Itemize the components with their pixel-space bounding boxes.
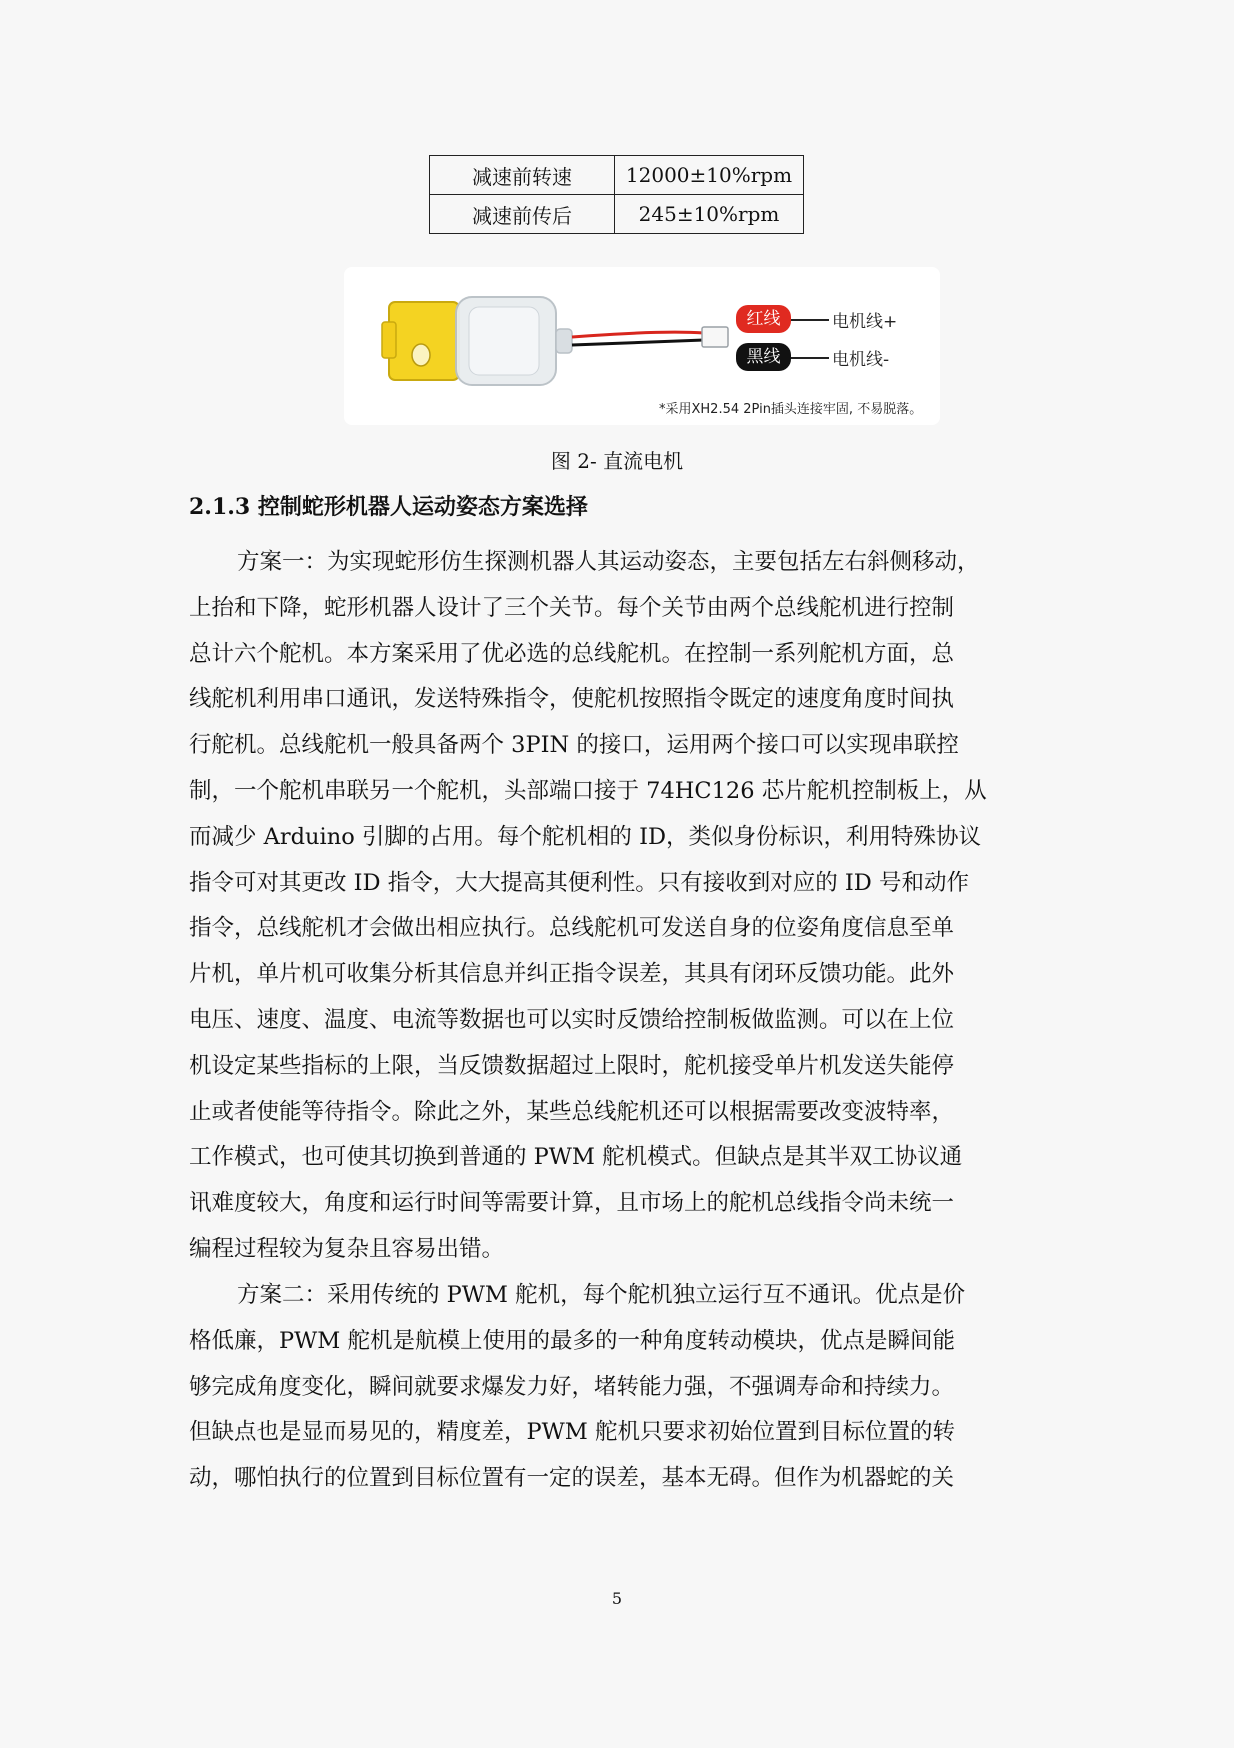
paragraph-line: 讯难度较大，角度和运行时间等需要计算，且市场上的舵机总线指令尚未统一 bbox=[189, 1190, 955, 1217]
table-cell-value: 245±10%rpm bbox=[615, 195, 804, 234]
paragraph-line: 动，哪怕执行的位置到目标位置有一定的误差，基本无碍。但作为机器蛇的关 bbox=[189, 1465, 955, 1492]
paragraph-line: 电压、速度、温度、电流等数据也可以实时反馈给控制板做监测。可以在上位 bbox=[189, 1006, 955, 1033]
paragraph-scheme-one bbox=[189, 540, 1069, 1273]
paragraph-line: 线舵机利用串口通讯，发送特殊指令，使舵机按照指令既定的速度角度时间执 bbox=[189, 686, 955, 713]
table-row bbox=[430, 156, 804, 195]
figure-note: *采用XH2.54 2Pin插头连接牢固, 不易脱落。 bbox=[659, 402, 923, 417]
paragraph-line: 工作模式，也可使其切换到普通的 PWM 舵机模式。但缺点是其半双工协议通 bbox=[189, 1144, 963, 1171]
paragraph-line: 方案二：采用传统的 PWM 舵机，每个舵机独立运行互不通讯。优点是价 bbox=[237, 1282, 966, 1308]
motor-mount-tab bbox=[382, 322, 396, 358]
paragraph-line: 编程过程较为复杂且容易出错。 bbox=[189, 1235, 505, 1262]
xh-connector bbox=[702, 327, 728, 347]
paragraph-line: 指令，总线舵机才会做出相应执行。总线舵机可发送自身的位姿角度信息至单 bbox=[189, 915, 955, 942]
motor-spec-table bbox=[429, 155, 804, 234]
paragraph-scheme-two bbox=[189, 1273, 1069, 1502]
figure-caption: 图 2- 直流电机 bbox=[550, 449, 684, 473]
motor-shaft-hole bbox=[412, 344, 430, 366]
table-cell-value: 12000±10%rpm bbox=[615, 156, 804, 195]
paragraph-line: 方案一：为实现蛇形仿生探测机器人其运动姿态，主要包括左右斜侧移动， bbox=[237, 549, 980, 575]
paragraph-line: 格低廉，PWM 舵机是航模上使用的最多的一种角度转动模块，优点是瞬间能 bbox=[189, 1327, 955, 1354]
table-cell-label: 减速前转速 bbox=[430, 156, 615, 195]
red-wire bbox=[572, 332, 704, 337]
paragraph-line: 止或者使能等待指令。除此之外，某些总线舵机还可以根据需要改变波特率， bbox=[189, 1098, 955, 1125]
dc-motor-figure bbox=[344, 267, 940, 425]
paragraph-line: 机设定某些指标的上限，当反馈数据超过上限时，舵机接受单片机发送失能停 bbox=[189, 1052, 955, 1079]
paragraph-line: 片机，单片机可收集分析其信息并纠正指令误差，其具有闭环反馈功能。此外 bbox=[189, 961, 955, 988]
paragraph-line: 总计六个舵机。本方案采用了优必选的总线舵机。在控制一系列舵机方面，总 bbox=[189, 640, 955, 667]
red-wire-label: 电机线+ bbox=[832, 312, 898, 332]
page-number: 5 bbox=[611, 1589, 623, 1608]
paragraph-line: 而减少 Arduino 引脚的占用。每个舵机相的 ID，类似身份标识，利用特殊协议 bbox=[189, 823, 982, 850]
section-heading: 2.1.3 控制蛇形机器人运动姿态方案选择 bbox=[189, 494, 588, 520]
paragraph-line: 指令可对其更改 ID 指令，大大提高其便利性。只有接收到对应的 ID 号和动作 bbox=[189, 869, 969, 896]
paragraph-line: 制，一个舵机串联另一个舵机，头部端口接于 74HC126 芯片舵机控制板上，从 bbox=[189, 777, 987, 804]
black-wire bbox=[572, 340, 704, 345]
paragraph-line: 够完成角度变化，瞬间就要求爆发力好，堵转能力强，不强调寿命和持续力。 bbox=[189, 1373, 955, 1400]
table-cell-label: 减速前传后 bbox=[430, 195, 615, 234]
paragraph-line: 上抬和下降，蛇形机器人设计了三个关节。每个关节由两个总线舵机进行控制 bbox=[189, 594, 955, 621]
black-wire-leader bbox=[791, 357, 829, 359]
black-wire-tag: 黑线 bbox=[736, 343, 791, 371]
table-row bbox=[430, 195, 804, 234]
motor-gearbox bbox=[389, 302, 459, 380]
red-wire-tag: 红线 bbox=[736, 305, 791, 333]
paragraph-line: 行舵机。总线舵机一般具备两个 3PIN 的接口，运用两个接口可以实现串联控 bbox=[189, 732, 959, 759]
black-wire-label: 电机线- bbox=[832, 350, 890, 370]
paragraph-line: 但缺点也是显而易见的，精度差，PWM 舵机只要求初始位置到目标位置的转 bbox=[189, 1419, 955, 1446]
red-wire-leader bbox=[791, 319, 829, 321]
